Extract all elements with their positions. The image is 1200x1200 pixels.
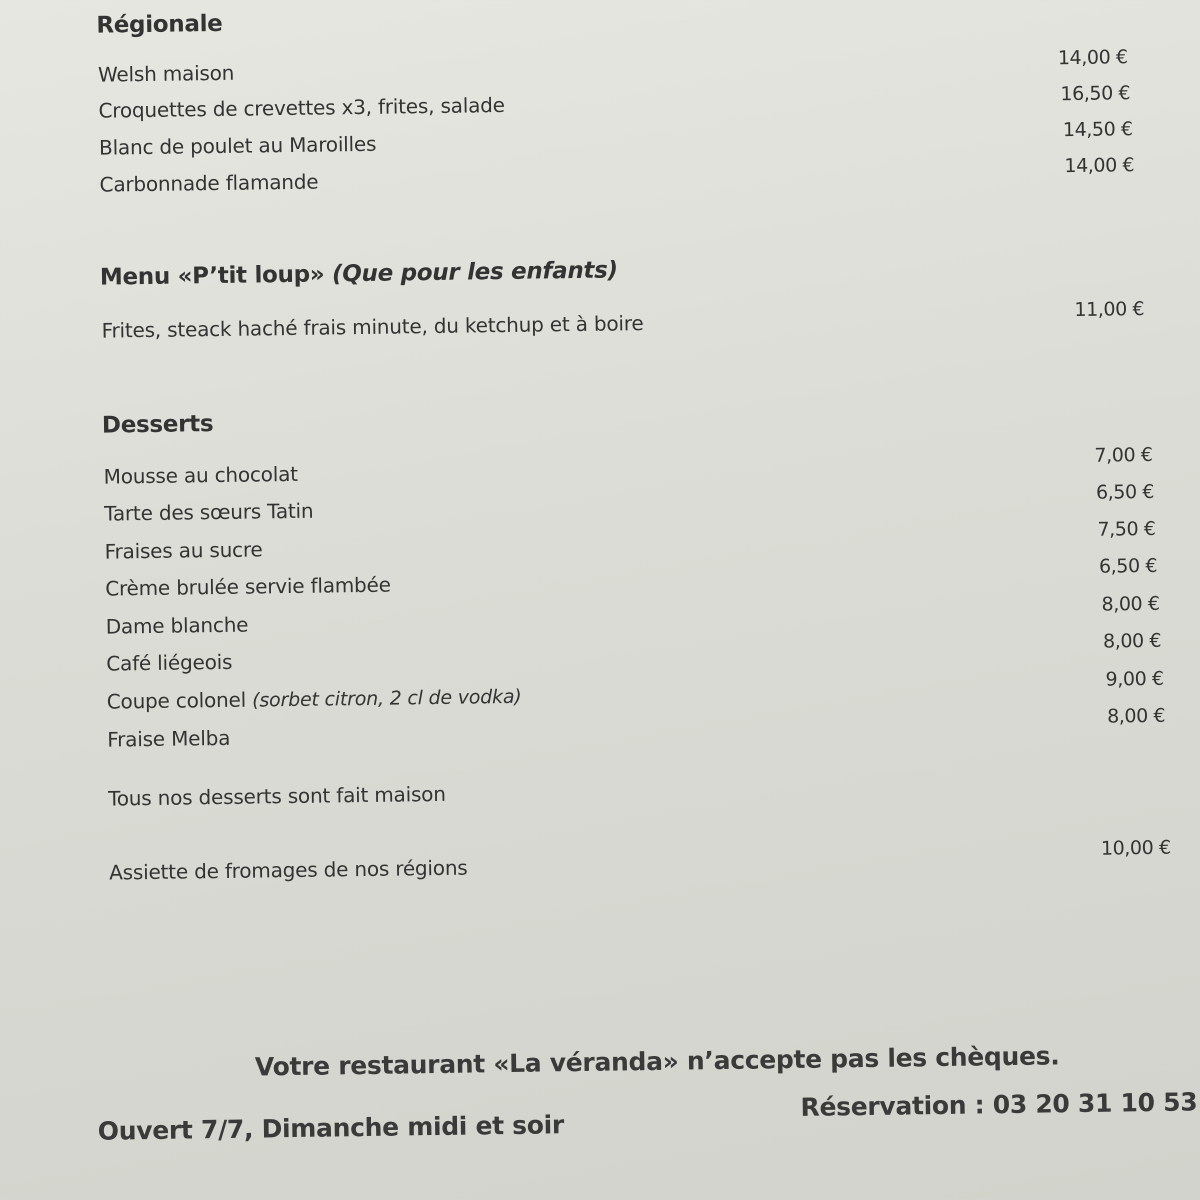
- menu-item-name: Fraises au sucre: [104, 537, 263, 564]
- menu-item-name: Crème brulée servie flambée: [105, 572, 391, 601]
- menu-item-price: 8,00 €: [1102, 629, 1162, 653]
- section-title-kids-menu: [100, 257, 618, 290]
- menu-item-name: Coupe colonel: [106, 687, 247, 714]
- kids-menu-note: (Que pour les enfants): [331, 257, 618, 288]
- menu-item-price: 8,00 €: [1106, 704, 1166, 728]
- kids-menu-title: Menu «P’tit loup»: [99, 261, 325, 291]
- menu-item-name: Assiette de fromages de nos régions: [109, 855, 468, 885]
- menu-item-price: 7,50 €: [1097, 517, 1156, 541]
- reservation-phone: Réservation : 03 20 31 10 53: [800, 1087, 1198, 1122]
- menu-item-name: Café liégeois: [106, 649, 233, 676]
- menu-item-coupe-colonel: [107, 684, 522, 714]
- menu-item-price: 10,00 €: [1100, 836, 1171, 860]
- section-title-desserts: Desserts: [101, 411, 214, 439]
- menu-item-price: 6,50 €: [1095, 480, 1155, 504]
- menu-item-price: 11,00 €: [1074, 298, 1145, 322]
- menu-item-price: 9,00 €: [1105, 667, 1164, 691]
- menu-item-price: 8,00 €: [1101, 592, 1160, 616]
- menu-item-name: Welsh maison: [97, 60, 235, 87]
- menu-item-price: 14,50 €: [1062, 118, 1133, 142]
- menu-item-name: Frites, steack haché frais minute, du ketchup et à boire: [101, 311, 644, 343]
- menu-item-price: 14,00 €: [1057, 46, 1128, 70]
- menu-item-name: Carbonnade flamande: [99, 169, 319, 197]
- menu-item-name: Blanc de poulet au Maroilles: [98, 131, 377, 160]
- desserts-note: Tous nos desserts sont fait maison: [107, 781, 446, 811]
- menu-item-price: 16,50 €: [1060, 82, 1131, 106]
- menu-item-price: 7,00 €: [1094, 443, 1153, 467]
- opening-hours: Ouvert 7/7, Dimanche midi et soir: [97, 1110, 565, 1146]
- menu-item-name: Fraise Melba: [107, 725, 231, 752]
- menu-item-name: Dame blanche: [105, 612, 249, 639]
- menu-item-price: 6,50 €: [1098, 554, 1158, 578]
- menu-item-name: Croquettes de crevettes x3, frites, salade: [98, 92, 505, 123]
- menu-item-detail: (sorbet citron, 2 cl de vodka): [252, 685, 522, 712]
- menu-item-name: Mousse au chocolat: [103, 461, 298, 489]
- menu-item-name: Tarte des sœurs Tatin: [104, 498, 314, 526]
- menu-item-price: 14,00 €: [1064, 154, 1135, 178]
- section-title-regionale: Régionale: [96, 10, 223, 39]
- payment-notice: Votre restaurant «La véranda» n’accepte pas les chèques.: [254, 1041, 1060, 1082]
